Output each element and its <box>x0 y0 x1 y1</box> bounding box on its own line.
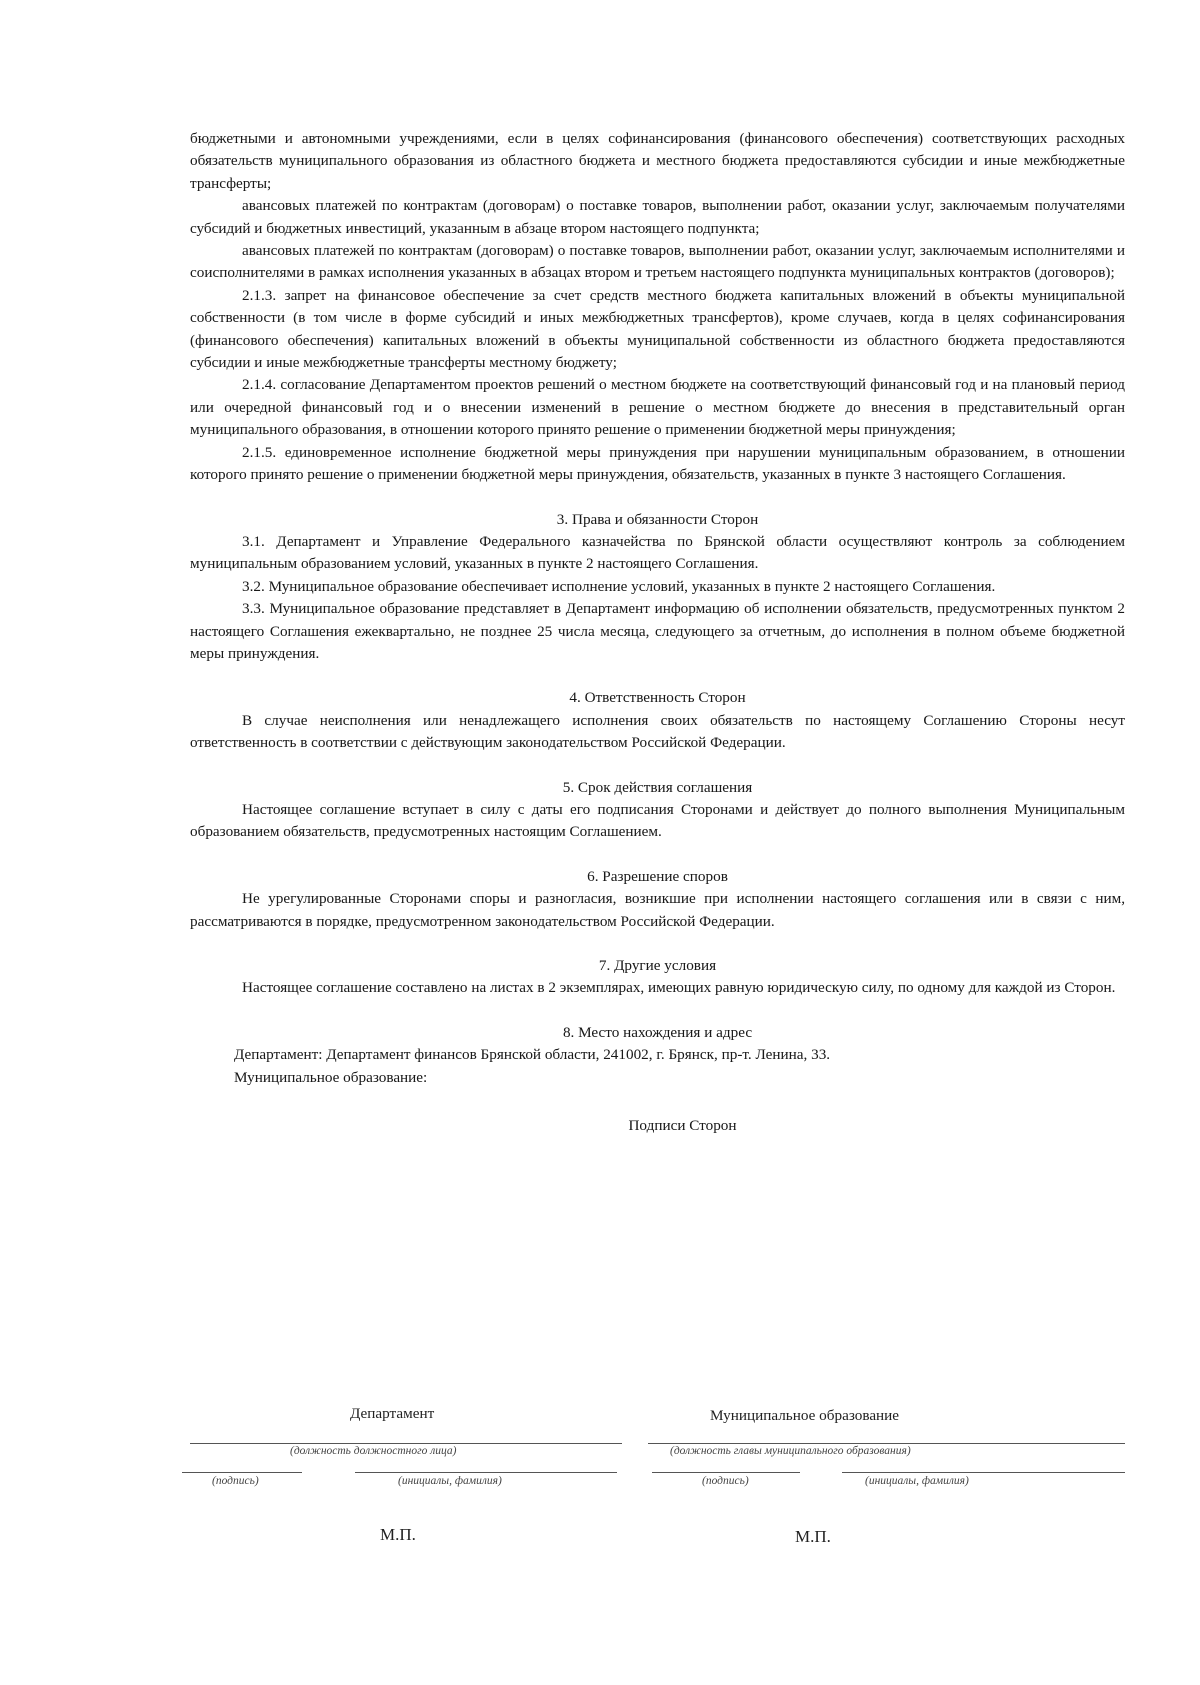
right-name-caption: (инициалы, фамилия) <box>865 1475 969 1487</box>
section-5-heading: 5. Срок действия соглашения <box>562 778 753 796</box>
paragraph-4: В случае неисполнения или ненадлежащего исполнения своих обязательств по настоящему Соглашению Стороны несут ответственность в соответствии с действующим законодательством Российской Федерации. <box>190 711 1125 752</box>
paragraph-2-1-4: 2.1.4. согласование Департаментом проектов решений о местном бюджете на соответствующий финансовый год и на плановый период или очередной финансовый год и о внесении изменений в решение о местном бюджете до внесения в представительный орган муниципального образования, в отношении которого принято решение о применении бюджетной меры принуждения; <box>190 376 1125 439</box>
section-8-heading: 8. Место нахождения и адрес <box>562 1023 753 1041</box>
paragraph-3-2: 3.2. Муниципальное образование обеспечивает исполнение условий, указанных в пункте 2 настоящего Соглашения. <box>242 577 996 595</box>
left-sign-line <box>182 1472 302 1473</box>
paragraph: авансовых платежей по контрактам (договорам) о поставке товаров, выполнении работ, оказании услуг, заключаемым исполнителями и соисполнителями в рамках исполнения указанных в абзацах втором и третьем настоящего подпункта муниципальных контрактов (договоров); <box>190 242 1125 282</box>
right-sign-caption: (подпись) <box>702 1475 749 1487</box>
department-address: Департамент: Департамент финансов Брянской области, 241002, г. Брянск, пр-т. Ленина, 33. <box>234 1046 831 1064</box>
right-position-line <box>648 1443 1125 1444</box>
address-block <box>190 1044 1125 1089</box>
paragraph-2-1-5: 2.1.5. единовременное исполнение бюджетной меры принуждения при нарушении муниципальным образованием, в отношении которого принято решение о применении бюджетной меры принуждения, обязательств, указанных в пункте 3 настоящего Соглашения. <box>190 443 1125 484</box>
document-page <box>190 128 1125 1137</box>
signature-block <box>190 1405 1125 1555</box>
left-position-line <box>190 1443 622 1444</box>
right-sign-line <box>652 1472 800 1473</box>
left-stamp-mark: М.П. <box>380 1525 416 1544</box>
paragraph-7: Настоящее соглашение составлено на листах в 2 экземплярах, имеющих равную юридическую силу, по одному для каждой из Сторон. <box>242 979 1116 997</box>
left-party-name: Департамент <box>350 1405 435 1422</box>
right-stamp-mark: М.П. <box>795 1527 831 1546</box>
section-4-heading: 4. Ответственность Сторон <box>569 689 746 707</box>
right-party-name: Муниципальное образование <box>710 1407 900 1424</box>
paragraph: авансовых платежей по контрактам (договорам) о поставке товаров, выполнении работ, оказании услуг, заключаемым получателями субсидий и бюджетных инвестиций, указанным в абзаце втором настоящего подпункта; <box>190 197 1125 237</box>
section-7-heading: 7. Другие условия <box>598 957 717 974</box>
paragraph-3-1: 3.1. Департамент и Управление Федерального казначейства по Брянской области осуществляют контроль за соблюдением муниципальным образованием условий, указанных в пункте 2 настоящего Соглашения. <box>190 532 1125 573</box>
paragraph-2-1-3: 2.1.3. запрет на финансовое обеспечение за счет средств местного бюджета капитальных вложений в объекты муниципальной собственности (в том числе в форме субсидий и иных межбюджетных трансфертов), кроме случаев, когда в целях софинансирования (финансового обеспечения) капитальных вложений в объекты муниципальной собственности из областного бюджета предоставляются субсидии и иные межбюджетные трансферты местному бюджету; <box>190 286 1125 372</box>
municipality-address: Муниципальное образование: <box>234 1068 428 1086</box>
paragraph-3-3: 3.3. Муниципальное образование представляет в Департамент информацию об исполнении обязательств, предусмотренных пунктом 2 настоящего Соглашения ежеквартально, не позднее 25 числа месяца, следующего за отчетным, до исполнения в полном объеме бюджетной меры принуждения. <box>190 600 1125 662</box>
left-name-line <box>355 1472 617 1473</box>
signatures-heading: Подписи Сторон <box>628 1117 737 1135</box>
left-name-caption: (инициалы, фамилия) <box>398 1475 502 1487</box>
paragraph: бюджетными и автономными учреждениями, если в целях софинансирования (финансового обеспечения) соответствующих расходных обязательств муниципального образования из областного бюджета и местного бюджета предоставляются субсидии и иные межбюджетные трансферты; <box>190 130 1125 192</box>
paragraph-5: Настоящее соглашение вступает в силу с даты его подписания Сторонами и действует до полного выполнения Муниципальным образованием обязательств, предусмотренных настоящим Соглашением. <box>190 800 1125 841</box>
right-name-line <box>842 1472 1125 1473</box>
left-sign-caption: (подпись) <box>212 1475 259 1487</box>
section-6-heading: 6. Разрешение споров <box>587 867 728 885</box>
section-3-heading: 3. Права и обязанности Сторон <box>556 510 759 528</box>
paragraph-6: Не урегулированные Сторонами споры и разногласия, возникшие при исполнении настоящего соглашения или в связи с ним, рассматриваются в порядке, предусмотренном законодательством Российской Федерации. <box>190 890 1125 930</box>
right-position-caption: (должность главы муниципального образования) <box>670 1445 911 1457</box>
left-position-caption: (должность должностного лица) <box>290 1445 457 1457</box>
